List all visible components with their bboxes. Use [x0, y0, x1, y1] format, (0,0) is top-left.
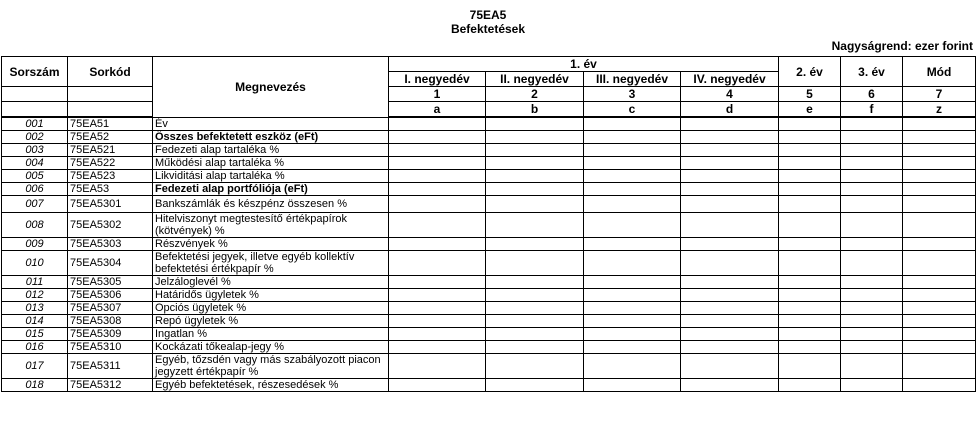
value-cell[interactable]: [841, 238, 903, 251]
value-cell[interactable]: [389, 328, 486, 341]
value-cell[interactable]: [584, 315, 681, 328]
value-cell[interactable]: [486, 328, 584, 341]
value-cell[interactable]: [841, 341, 903, 354]
value-cell[interactable]: [486, 117, 584, 131]
row-sorszam: 001: [2, 117, 68, 131]
value-cell[interactable]: [389, 170, 486, 183]
header-blank-sorszam-num: [2, 87, 68, 102]
header-blank-sorkod-letter: [68, 102, 153, 118]
row-sorszam: 003: [2, 144, 68, 157]
value-cell[interactable]: [584, 170, 681, 183]
value-cell[interactable]: [486, 289, 584, 302]
value-cell[interactable]: [584, 328, 681, 341]
row-megnevezes: Hitelviszonyt megtestesítő értékpapírok (kötvények) %: [153, 213, 389, 238]
header-num-2: 2: [486, 87, 584, 102]
value-cell[interactable]: [841, 213, 903, 238]
row-sorkod: 75EA5312: [68, 379, 153, 392]
header-letter-d: d: [681, 102, 779, 118]
value-cell[interactable]: [681, 170, 779, 183]
value-cell[interactable]: [841, 289, 903, 302]
value-cell[interactable]: [486, 354, 584, 379]
value-cell[interactable]: [903, 213, 976, 238]
value-cell[interactable]: [681, 131, 779, 144]
value-cell[interactable]: [681, 379, 779, 392]
row-megnevezes: Fedezeti alap tartaléka %: [153, 144, 389, 157]
row-sorkod: 75EA53: [68, 183, 153, 196]
value-cell[interactable]: [389, 276, 486, 289]
value-cell[interactable]: [486, 315, 584, 328]
value-cell[interactable]: [486, 157, 584, 170]
table-row: [2, 157, 976, 170]
value-cell[interactable]: [584, 379, 681, 392]
value-cell[interactable]: [903, 302, 976, 315]
row-sorszam: 002: [2, 131, 68, 144]
header-sorszam: Sorszám: [2, 57, 68, 87]
row-sorszam: 007: [2, 196, 68, 213]
value-cell[interactable]: [841, 183, 903, 196]
header-year1-group: 1. év: [389, 57, 779, 72]
value-cell[interactable]: [841, 315, 903, 328]
value-cell[interactable]: [486, 251, 584, 276]
header-sorkod: Sorkód: [68, 57, 153, 87]
value-cell[interactable]: [903, 251, 976, 276]
value-cell[interactable]: [779, 379, 841, 392]
value-cell[interactable]: [779, 328, 841, 341]
value-cell[interactable]: [584, 289, 681, 302]
value-cell[interactable]: [389, 117, 486, 131]
value-cell[interactable]: [389, 196, 486, 213]
value-cell[interactable]: [903, 315, 976, 328]
value-cell[interactable]: [584, 117, 681, 131]
header-num-1: 1: [389, 87, 486, 102]
value-cell[interactable]: [681, 315, 779, 328]
header-letter-a: a: [389, 102, 486, 118]
header-num-6: 6: [841, 87, 903, 102]
table-row: [2, 354, 976, 379]
table-row: [2, 117, 976, 131]
header-num-7: 7: [903, 87, 976, 102]
row-sorkod: 75EA523: [68, 170, 153, 183]
row-megnevezes: Működési alap tartaléka %: [153, 157, 389, 170]
value-cell[interactable]: [486, 196, 584, 213]
header-quarter-2: II. negyedév: [486, 72, 584, 87]
value-cell[interactable]: [486, 341, 584, 354]
value-cell[interactable]: [389, 238, 486, 251]
value-cell[interactable]: [841, 196, 903, 213]
table-row: [2, 328, 976, 341]
value-cell[interactable]: [779, 213, 841, 238]
value-cell[interactable]: [681, 183, 779, 196]
row-sorkod: 75EA5304: [68, 251, 153, 276]
value-cell[interactable]: [841, 328, 903, 341]
table-row: [2, 170, 976, 183]
value-cell[interactable]: [681, 157, 779, 170]
row-sorkod: 75EA5307: [68, 302, 153, 315]
value-cell[interactable]: [681, 341, 779, 354]
row-sorkod: 75EA522: [68, 157, 153, 170]
value-cell[interactable]: [486, 144, 584, 157]
row-sorkod: 75EA52: [68, 131, 153, 144]
row-megnevezes: Bankszámlák és készpénz összesen %: [153, 196, 389, 213]
value-cell[interactable]: [841, 170, 903, 183]
row-sorszam: 017: [2, 354, 68, 379]
row-sorkod: 75EA5305: [68, 276, 153, 289]
value-cell[interactable]: [841, 354, 903, 379]
row-sorkod: 75EA5309: [68, 328, 153, 341]
value-cell[interactable]: [584, 157, 681, 170]
value-cell[interactable]: [584, 131, 681, 144]
row-megnevezes: Fedezeti alap portfóliója (eFt): [153, 183, 389, 196]
value-cell[interactable]: [779, 315, 841, 328]
header-year2: 2. év: [779, 57, 841, 87]
row-megnevezes: Részvények %: [153, 238, 389, 251]
value-cell[interactable]: [841, 379, 903, 392]
row-sorkod: 75EA5306: [68, 289, 153, 302]
value-cell[interactable]: [681, 289, 779, 302]
value-cell[interactable]: [486, 131, 584, 144]
value-cell[interactable]: [841, 131, 903, 144]
value-cell[interactable]: [486, 183, 584, 196]
row-sorkod: 75EA51: [68, 117, 153, 131]
value-cell[interactable]: [584, 196, 681, 213]
row-megnevezes: Jelzáloglevél %: [153, 276, 389, 289]
value-cell[interactable]: [903, 144, 976, 157]
value-cell[interactable]: [903, 117, 976, 131]
row-sorszam: 015: [2, 328, 68, 341]
row-sorszam: 011: [2, 276, 68, 289]
row-sorszam: 005: [2, 170, 68, 183]
row-sorszam: 006: [2, 183, 68, 196]
value-cell[interactable]: [389, 251, 486, 276]
value-cell[interactable]: [681, 251, 779, 276]
table-row: [2, 131, 976, 144]
header-mod: Mód: [903, 57, 976, 87]
header-letter-e: e: [779, 102, 841, 118]
row-sorkod: 75EA5303: [68, 238, 153, 251]
value-cell[interactable]: [779, 238, 841, 251]
value-cell[interactable]: [389, 354, 486, 379]
header-letter-f: f: [841, 102, 903, 118]
table-row: [2, 213, 976, 238]
value-cell[interactable]: [779, 117, 841, 131]
header-blank-sorszam-letter: [2, 102, 68, 118]
value-cell[interactable]: [584, 213, 681, 238]
value-cell[interactable]: [681, 238, 779, 251]
row-megnevezes: Opciós ügyletek %: [153, 302, 389, 315]
value-cell[interactable]: [903, 328, 976, 341]
value-cell[interactable]: [486, 276, 584, 289]
value-cell[interactable]: [584, 276, 681, 289]
row-megnevezes: Határidős ügyletek %: [153, 289, 389, 302]
value-cell[interactable]: [584, 238, 681, 251]
value-cell[interactable]: [841, 276, 903, 289]
table-row: [2, 289, 976, 302]
row-sorszam: 004: [2, 157, 68, 170]
value-cell[interactable]: [779, 131, 841, 144]
row-sorszam: 014: [2, 315, 68, 328]
investments-table: [1, 56, 976, 392]
header-quarter-1: I. negyedév: [389, 72, 486, 87]
header-letter-b: b: [486, 102, 584, 118]
value-cell[interactable]: [841, 157, 903, 170]
value-cell[interactable]: [389, 341, 486, 354]
row-sorkod: 75EA5308: [68, 315, 153, 328]
row-sorszam: 016: [2, 341, 68, 354]
row-sorkod: 75EA5302: [68, 213, 153, 238]
value-cell[interactable]: [584, 144, 681, 157]
value-cell[interactable]: [779, 170, 841, 183]
row-megnevezes: Ingatlan %: [153, 328, 389, 341]
row-megnevezes: Egyéb, tőzsdén vagy más szabályozott piacon jegyzett értékpapír %: [153, 354, 389, 379]
value-cell[interactable]: [389, 289, 486, 302]
value-cell[interactable]: [389, 144, 486, 157]
value-cell[interactable]: [389, 302, 486, 315]
value-cell[interactable]: [903, 170, 976, 183]
value-cell[interactable]: [389, 131, 486, 144]
unit-label: Nagyságrend: ezer forint: [831, 39, 973, 53]
header-blank-sorkod-num: [68, 87, 153, 102]
row-sorkod: 75EA5310: [68, 341, 153, 354]
table-row: [2, 341, 976, 354]
row-sorszam: 018: [2, 379, 68, 392]
row-megnevezes: Év: [153, 117, 389, 131]
value-cell[interactable]: [584, 354, 681, 379]
value-cell[interactable]: [681, 276, 779, 289]
row-sorkod: 75EA5311: [68, 354, 153, 379]
row-sorkod: 75EA5301: [68, 196, 153, 213]
value-cell[interactable]: [681, 213, 779, 238]
header-megnevezes: Megnevezés: [153, 57, 389, 118]
row-megnevezes: Repó ügyletek %: [153, 315, 389, 328]
value-cell[interactable]: [779, 157, 841, 170]
value-cell[interactable]: [681, 354, 779, 379]
value-cell[interactable]: [681, 328, 779, 341]
value-cell[interactable]: [903, 276, 976, 289]
row-sorszam: 008: [2, 213, 68, 238]
row-megnevezes: Összes befektetett eszköz (eFt): [153, 131, 389, 144]
value-cell[interactable]: [903, 354, 976, 379]
value-cell[interactable]: [389, 379, 486, 392]
value-cell[interactable]: [584, 341, 681, 354]
table-row: [2, 379, 976, 392]
header-num-4: 4: [681, 87, 779, 102]
table-row: [2, 238, 976, 251]
row-sorszam: 012: [2, 289, 68, 302]
value-cell[interactable]: [841, 144, 903, 157]
row-sorszam: 013: [2, 302, 68, 315]
header-num-5: 5: [779, 87, 841, 102]
row-megnevezes: Likviditási alap tartaléka %: [153, 170, 389, 183]
header-year3: 3. év: [841, 57, 903, 87]
value-cell[interactable]: [486, 238, 584, 251]
value-cell[interactable]: [681, 117, 779, 131]
value-cell[interactable]: [779, 302, 841, 315]
table-code: 75EA5: [469, 8, 507, 22]
value-cell[interactable]: [486, 170, 584, 183]
value-cell[interactable]: [779, 183, 841, 196]
value-cell[interactable]: [841, 117, 903, 131]
header-letter-c: c: [584, 102, 681, 118]
row-megnevezes: Egyéb befektetések, részesedések %: [153, 379, 389, 392]
value-cell[interactable]: [389, 157, 486, 170]
table-title: Befektetések: [450, 22, 526, 36]
table-row: [2, 251, 976, 276]
table-row: [2, 196, 976, 213]
table-row: [2, 183, 976, 196]
value-cell[interactable]: [486, 302, 584, 315]
row-sorszam: 010: [2, 251, 68, 276]
value-cell[interactable]: [903, 289, 976, 302]
value-cell[interactable]: [681, 196, 779, 213]
row-megnevezes: Befektetési jegyek, illetve egyéb kollektív befektetési értékpapír %: [153, 251, 389, 276]
value-cell[interactable]: [584, 302, 681, 315]
value-cell[interactable]: [584, 183, 681, 196]
value-cell[interactable]: [903, 131, 976, 144]
value-cell[interactable]: [903, 379, 976, 392]
header-num-3: 3: [584, 87, 681, 102]
value-cell[interactable]: [779, 276, 841, 289]
table-row: [2, 315, 976, 328]
value-cell[interactable]: [903, 196, 976, 213]
header-letter-z: z: [903, 102, 976, 118]
value-cell[interactable]: [903, 341, 976, 354]
value-cell[interactable]: [779, 289, 841, 302]
value-cell[interactable]: [903, 238, 976, 251]
value-cell[interactable]: [389, 213, 486, 238]
value-cell[interactable]: [841, 251, 903, 276]
value-cell[interactable]: [389, 315, 486, 328]
row-sorkod: 75EA521: [68, 144, 153, 157]
table-row: [2, 302, 976, 315]
value-cell[interactable]: [681, 302, 779, 315]
value-cell[interactable]: [779, 354, 841, 379]
table-row: [2, 276, 976, 289]
value-cell[interactable]: [903, 183, 976, 196]
table-row: [2, 144, 976, 157]
value-cell[interactable]: [779, 251, 841, 276]
value-cell[interactable]: [486, 213, 584, 238]
header-quarter-4: IV. negyedév: [681, 72, 779, 87]
value-cell[interactable]: [779, 341, 841, 354]
value-cell[interactable]: [389, 183, 486, 196]
value-cell[interactable]: [779, 144, 841, 157]
value-cell[interactable]: [486, 379, 584, 392]
header-quarter-3: III. negyedév: [584, 72, 681, 87]
value-cell[interactable]: [903, 157, 976, 170]
value-cell[interactable]: [681, 144, 779, 157]
row-megnevezes: Kockázati tőkealap-jegy %: [153, 341, 389, 354]
value-cell[interactable]: [841, 302, 903, 315]
value-cell[interactable]: [779, 196, 841, 213]
value-cell[interactable]: [584, 251, 681, 276]
row-sorszam: 009: [2, 238, 68, 251]
